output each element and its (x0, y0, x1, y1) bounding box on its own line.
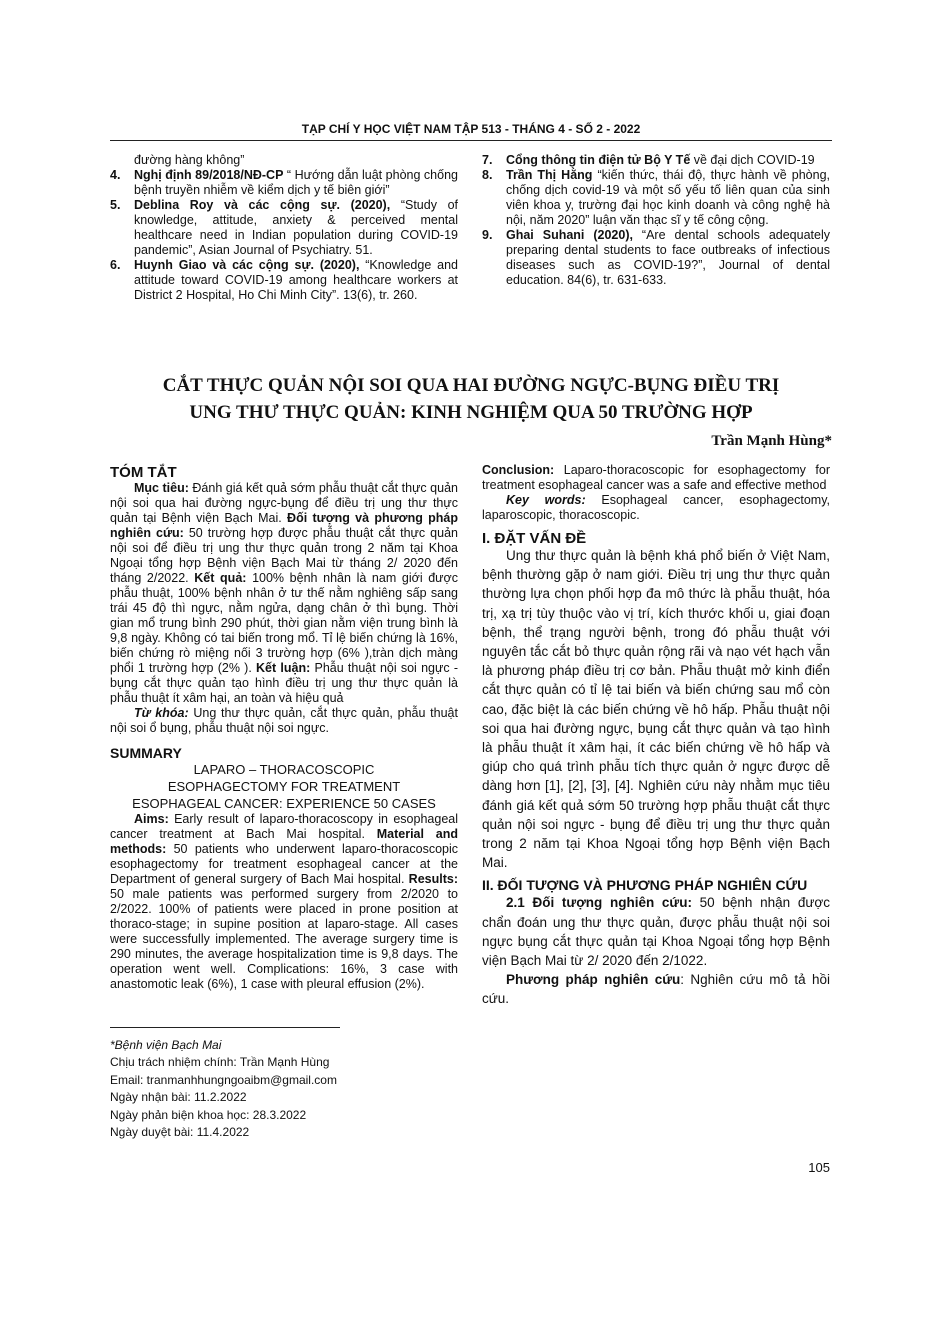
ref-lead: Ghai Suhani (2020), (506, 228, 633, 242)
section2-sub1 (482, 893, 830, 970)
keywords (482, 493, 830, 523)
tomtat-heading: TÓM TẮT (110, 464, 177, 481)
summary-body (110, 812, 458, 992)
summary-title-1: LAPARO – THORACOSCOPIC (193, 762, 375, 777)
summary-title-2: ESOPHAGECTOMY FOR TREATMENT (167, 779, 401, 794)
ref-text: “Knowledge and attitude toward COVID-19 among healthcare workers at District 2 Hospital, Ho Chi Minh City”. 13(6), tr. 260. (134, 258, 458, 302)
section2-body (482, 893, 830, 1008)
label-muctieu: Mục tiêu: (134, 481, 189, 495)
ref-num: 8. (482, 168, 493, 182)
text-keywords: Esophageal cancer, esophagectomy, laparoscopic, thoracoscopic. (482, 493, 830, 522)
footnote-reviewed: Ngày phản biện khoa học: 28.3.2022 (110, 1107, 307, 1122)
footnote (110, 1037, 337, 1141)
ref-text: “Are dental schools adequately preparing dental students to face outbreaks of infectious diseases such as COVID-19?”, Journal of dental education. 84(6), tr. 631-633. (506, 228, 830, 287)
text-aims: Early result of laparo-thoracoscopy in esophageal cancer treatment at Bach Mai hospital. (110, 812, 458, 841)
label-results: Results: (408, 872, 458, 886)
ref-text: “ Hướng dẫn luật phòng chống bệnh truyền nhiễm về kiểm dịch y tế biên giới” (134, 168, 458, 197)
summary-title-3: ESOPHAGEAL CANCER: EXPERIENCE 50 CASES (132, 796, 436, 811)
ref-num: 4. (110, 168, 121, 182)
ref-item-9 (482, 228, 830, 288)
text-ketqua: 100% bệnh nhân là nam giới được phẫu thuật, 100% bệnh nhân ở tư thế nằm nghiêng sấp sang trái 45 độ thì ngực, nằm ngửa, dạng chân ở thì bụng. Thời gian mổ trung bình 290 phút, thời gian nằm viện trung bình là 9,8 ngày. Không có tai biến trong mổ. Tỉ lệ biến chứng là 16%, biến chứng rò miệng nối 3 trường hợp (6% ),tràn dịch màng phổi 1 trường hợp (2% ). (110, 571, 458, 675)
references-left (110, 153, 458, 303)
footnote-received: Ngày nhận bài: 11.2.2022 (110, 1090, 247, 1105)
ref-text: “kiến thức, thái độ, thực hành về phòng, chống dịch covid-19 và một số yếu tố liên quan của sinh viên khoa y, trường đại học kinh doanh và công nghệ hà nội, năm 2020” luận văn thạc sĩ y tế công cộng. (506, 168, 830, 227)
title-line-2: UNG THƯ THỰC QUẢN: KINH NGHIỆM QUA 50 TRƯỜNG HỢP (189, 402, 753, 423)
text-conclusion: Laparo-thoracoscopic for esophagectomy for treatment esophageal cancer was a safe and effective method (482, 463, 830, 492)
references-right (482, 153, 830, 288)
ref-num: 7. (482, 153, 493, 167)
ref-lead: Deblina Roy và các cộng sự. (2020), (134, 198, 391, 212)
section2-heading: II. ĐỐI TƯỢNG VÀ PHƯƠNG PHÁP NGHIÊN CỨU (482, 877, 808, 894)
ref-lead: Nghị định 89/2018/NĐ-CP (134, 168, 284, 182)
label-conclusion: Conclusion: (482, 463, 555, 477)
label-keywords: Key words: (506, 493, 586, 507)
text-tukhoa: Ung thư thực quản, cắt thực quản, phẫu thuật nội soi ổ bụng, phẫu thuật nội soi ngực. (110, 706, 458, 735)
title-line-1: CẮT THỰC QUẢN NỘI SOI QUA HAI ĐƯỜNG NGỰC-BỤNG ĐIỀU TRỊ (162, 375, 780, 396)
label-ketqua: Kết quả: (194, 571, 247, 585)
label-sub1: 2.1 Đối tượng nghiên cứu: (506, 895, 692, 911)
footnote-affiliation: *Bệnh viện Bạch Mai (110, 1038, 222, 1052)
tomtat-body (110, 481, 458, 706)
ref-item-5 (110, 198, 458, 258)
summary-heading: SUMMARY (110, 745, 182, 761)
summary-title (110, 761, 458, 812)
section2-sub2 (482, 970, 830, 1008)
label-doituong: Đối tượng và phương pháp nghiên cứu: (110, 511, 458, 540)
text-sub1: 50 bệnh nhận được chẩn đoán ung thư thực quản, được phẫu thuật nội soi ngực bụng cắt thực quản tại Khoa Ngoại tổng hợp Bệnh viện Bạch Mai từ 2/ 2020 đến 2/1022. (482, 895, 830, 969)
ref-text: về đại dịch COVID-19 (690, 153, 815, 167)
footnote-email: Email: tranmanhhungngoaibm@gmail.com (110, 1072, 337, 1087)
ref-item-8 (482, 168, 830, 228)
ref-num: 6. (110, 258, 121, 272)
text-ketluan: Phẫu thuật nội soi ngực - bụng cắt thực quản tạo hình điều trị ung thư thực quản là phẫu thuật ít xâm hại, an toàn và hiệu quả (110, 661, 458, 705)
label-tukhoa: Từ khóa: (134, 706, 189, 720)
text-sub2: : Nghiên cứu mô tả hồi cứu. (482, 972, 830, 1007)
ref-text: “Study of knowledge, attitude, anxiety & perceived mental healthcare need in Indian population during COVID-19 pandemic”, Asian Journal of Psychiatry. 51. (134, 198, 458, 257)
left-column (110, 465, 458, 992)
article-title (110, 372, 832, 426)
label-aims: Aims: (134, 812, 169, 826)
section1-body (482, 546, 830, 872)
ref-item-6 (110, 258, 458, 303)
label-methods: Material and methods: (110, 827, 458, 856)
ref-lead: Trần Thị Hằng (506, 168, 593, 182)
right-column (482, 463, 830, 1009)
ref-item-7 (482, 153, 830, 168)
ref-num: 9. (482, 228, 493, 242)
summary-continued (482, 463, 830, 493)
footnote-accepted: Ngày duyệt bài: 11.4.2022 (110, 1125, 250, 1140)
ref-text: đường hàng không” (134, 153, 245, 167)
ref-lead: Cổng thông tin điện tử Bộ Y Tế (506, 153, 691, 167)
text-doituong: 50 trường hợp được phẫu thuật cắt thực quản nội soi để điều trị ung thư thực quản trong 2 năm tại Khoa Ngoại tổng hợp Bệnh viện Bạch Mai từ tháng 2/ 2020 đến tháng 2/2022. (110, 526, 458, 585)
section1-paragraph: Ung thư thực quản là bệnh khá phổ biến ở Việt Nam, bệnh thường gặp ở nam giới. Điều trị ung thư thực quản thường lựa chọn phối hợp đa mô thức là phẫu thuật, hóa trị, xạ trị tùy thuộc vào vị trí, kích thước khối u, giai đoạn bệnh, thể trạng người bệnh, trong đó phẫu thuật với nguyên tắc cắt bỏ thực quản rộng rãi và nạo vét hạch vẫn là phương pháp điều trị cơ bản. Phẫu thuật mở kinh điển cắt thực quản có tỉ lệ tai biến và biến chứng sau mổ còn cao, đặc biệt là các biến chứng về hô hấp. Phẫu thuật nội soi qua hai đường ngực, bụng cắt thực quản và tạo hình là phẫu thuật ít xâm hại, ít các biến chứng về hô hấp và giúp cho quá trình phẫu tích thực quản ở ngực được dễ dàng hơn [1], [2], [3], [4]. Nghiên cứu này nhằm mục tiêu đánh giá kết quả sớm 50 trường hợp phẫu thuật cắt thực quản nội soi ngực - bụng để điều trị ung thư thực quản trong 2 năm tại Khoa Ngoại tổng hợp Bệnh viện Bạch Mai. (482, 548, 830, 871)
footnote-rule (110, 1027, 340, 1028)
ref-item-4 (110, 168, 458, 198)
footnote-responsible: Chịu trách nhiệm chính: Trần Mạnh Hùng (110, 1055, 330, 1070)
text-methods: 50 patients who underwent laparo-thoracoscopic esophagectomy for treatment esophageal cancer at the Department of general surgery of Bach Mai hospital. (110, 842, 458, 886)
tukhoa (110, 706, 458, 736)
ref-continuation (110, 153, 458, 168)
ref-num: 5. (110, 198, 121, 212)
label-ketluan: Kết luận: (256, 661, 311, 675)
text-muctieu: Đánh giá kết quả sớm phẫu thuật cắt thực quản nội soi qua hai đường ngực-bụng để điều trị ung thư thực quản tại Bệnh viện Bạch Mai. (110, 481, 458, 525)
section1-heading: I. ĐẶT VẤN ĐỀ (482, 530, 587, 547)
header-rule (110, 140, 832, 141)
author: Trần Mạnh Hùng* (711, 433, 832, 449)
text-results: 50 male patients was performed surgery from 2/2020 to 2/2022. 100% of patients were placed in prone position at thoraco-stage; in supine position at laparo-stage. All cases were successfully implemented. The average surgery time is 290 minutes, the average hospitalization time is 9,8 days. The operation went well. Complications: 16%, 3 case with anastomotic leak (6%), 1 case with pleural effusion (2%). (110, 887, 458, 991)
page-number: 105 (808, 1160, 830, 1175)
journal-header: TẠP CHÍ Y HỌC VIỆT NAM TẬP 513 - THÁNG 4 - SỐ 2 - 2022 (301, 122, 641, 136)
ref-lead: Huynh Giao và các cộng sự. (2020), (134, 258, 360, 272)
label-sub2: Phương pháp nghiên cứu (506, 972, 681, 988)
